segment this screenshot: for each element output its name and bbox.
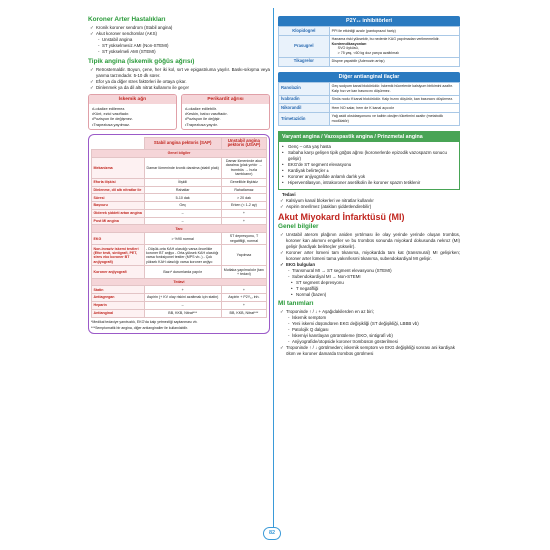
- car-item: ✓ Kronik koroner sendrom (Stabil angina): [88, 25, 270, 31]
- table-row: EKG > %90 normal ST depresyonu, T negatifliği, normal: [92, 233, 267, 245]
- ekg-subitem: - Subendokardiyal MI → Non-STEMI: [278, 274, 460, 280]
- tedavi-label: Tedavi: [282, 192, 296, 198]
- varyant-item: • EKG'de ST segment elevasyonu: [281, 162, 457, 168]
- genel-item: ✓ Unstabil aterom plağının aniden yırtılması ile olay yerinde yerinde oluşan trombüs, koroner kan akımını engeller ve bu trombüs sonunda miyokard dokusunda nekroz (MI) gelişir (kardiyak belirteçler yükselir).: [278, 232, 460, 250]
- table-row: Statin + +: [92, 286, 267, 294]
- perikardit-item: • Trapeziusa yayılır.: [185, 122, 266, 127]
- iskemik-item: • Trapeziusa yayılmaz.: [92, 122, 173, 127]
- car-item: ✓ Akut koroner sendromlar (AKS): [88, 31, 270, 37]
- section-tani: Tanı: [92, 225, 267, 233]
- car-subitem: - ST yükselmesiz AMI (Non-STEMI): [88, 43, 270, 49]
- car-title: Koroner Arter Hastalıkları: [88, 16, 166, 23]
- iskemik-item: • Pozisyon ile değişmez.: [92, 116, 173, 121]
- perikardit-item: • Pozisyon ile değişir.: [185, 116, 266, 121]
- perikardit-item: • Keskin, batıcı vasıftadır.: [185, 111, 266, 116]
- varyant-body: [279, 142, 459, 189]
- perikardit-item: • Lokalize edilebilir.: [185, 106, 266, 111]
- ekg-bullet: • ST segment depresyonu: [278, 280, 460, 286]
- tipik-item: ✓ Retrosternaldir. Boyun, çene, her iki kol, sırt ve epigastriuma yayılır. Baskı-sıkışma veya yanma tarzındadır. 5-10 dk sürer.: [88, 67, 270, 79]
- ekg-bullet: • Normal (bazen): [278, 292, 460, 298]
- mi-item: ✓ Troponinde ↑ / ↓ + Aşağıdakilerden en az biri;: [278, 309, 460, 315]
- table-row: Koroner anjiyografi Bazı* durumlarda yapılır Mutlaka yapılmalıdır (tanı + tedavi): [92, 266, 267, 278]
- antianginal-title: Diğer antianginal ilaçlar: [278, 72, 460, 82]
- col-usap: Unstabil angina pektoris (USAP): [221, 137, 266, 149]
- table-row: Nikorandil Hem NO salar, hem de K kanal açıcıdır: [279, 104, 460, 113]
- left-column: [88, 16, 270, 334]
- table-row: Non-invaziv iskemi testleri (Efor testi, sintigrafi, PET, stres eko koroner BT anjiyografi) - Düşük-orta KAH olasılığı varsa öncelikle koroner BT anjiyo - Orta-yüksek KAH olasılığı varsa fonksiyonel testler (MPS vb..) - Çok yüksek KAH olasılığı varsa koroner anjiyo Yapılmaz: [92, 245, 267, 266]
- genel-item: ✓ EKG bulguları: [278, 262, 460, 268]
- table-row: Dinlenme, dil altı nitratlar ile Rahatlar Rahatlamaz: [92, 186, 267, 194]
- mi-subitem: - Yeni iskemi düşündüren EKG değişikliği (ST değişikliği, LBBB vb): [278, 321, 460, 327]
- table-row: Başvuru Geç Erken (< 1-2 ay): [92, 202, 267, 210]
- perikardit-body: [182, 104, 269, 129]
- mi-subitem: - Patolojik Q dalgası: [278, 327, 460, 333]
- varyant-item: • Kardiyak belirteçler ±: [281, 168, 457, 174]
- section-tedavi: Tedavi: [92, 278, 267, 286]
- table-row: Heparin – +: [92, 301, 267, 309]
- ami-title: Akut Miyokard İnfarktüsü (MI): [278, 212, 405, 223]
- perikardit-box: [181, 94, 270, 130]
- pain-comparison: [88, 94, 270, 130]
- varyant-item: • Hiperventilasyon, intrakoroner asetilkolin ile koroner spazm tetiklenir: [281, 180, 457, 186]
- varyant-title: Varyant angina / Vazospastik angina / Prinzmetal angina: [279, 132, 459, 142]
- table-row: Tikagrelor Dispne yapabilir (Adenozin artışı): [279, 57, 460, 66]
- genel-item: ✓ Koroner arter lümeni tam tıkanırsa, miyokardda tam kat (transmural) MI gelişirken; koroner arter lümeni tama yakın/kısmi tıkanırsa, subendokardiyal MI gelişir.: [278, 250, 460, 262]
- col-sap: Stabil angina pektoris (SAP): [144, 137, 221, 149]
- table-row: İvabradin Sinüs nodu If kanal blokörüdür. Kalp hızını düşürür, kan basıncını düşürmez.: [279, 95, 460, 104]
- mi-title: MI tanımları: [278, 300, 314, 308]
- mi-subitem: - İskemiyi kanıtlayan görüntüleme (EKO, sintigrafi vb): [278, 333, 460, 339]
- tedavi-item: ✓ Aspirin önerilmez (atakları şiddetlendirebilir): [278, 204, 460, 210]
- genel-title: Genel bilgiler: [278, 223, 319, 231]
- table-row: Klopidogrel PPI ile etkinliği azalır (pantoprazol hariç): [279, 27, 460, 36]
- varyant-item: • Genç – orta yaş hasta: [281, 144, 457, 150]
- ekg-subitem: - Transmural MI → ST segment elevasyonu (STEMI): [278, 268, 460, 274]
- tedavi-item: ✓ Kalsiyum kanal blokerleri ve nitratlar kullanılır: [278, 198, 460, 204]
- p2y-box: [278, 16, 460, 67]
- iskemik-box: [88, 94, 177, 130]
- tipik-title: Tipik angina (İskemik göğüs ağrısı): [88, 58, 195, 65]
- tipik-item: ✓ Dinlenmek ya da dil altı nitrat kullanımı ile geçer: [88, 85, 270, 91]
- table-row: Trimetazidin Yağ asidi oksidasyonunu ve kalbin oksijen tüketimini azaltır (metabolik modülatör): [279, 112, 460, 125]
- table-row: Mekanizma Damar lümeninde kronik daralma (stabil plak) Damar lümeninde akut daralma (plak yırtılır → trombüs → hızla tamtıkanır): [92, 157, 267, 178]
- mi-item: ✓ Troponinde ↑ / ↓ görülmeden; iskemik semptom ve EKG değişikliği sonrası ani kardiyak ölüm ve koroner damarda trombüs görülmesi: [278, 345, 460, 357]
- table-row: Prasugrel Hanama riski yüksektir, bu nedenle KAG yapılmadan verilmemelidir. Kontrendikasyonları SVO öyküsü, > 75 yaş, <60 kg doz yarıya azaltılmalı: [279, 35, 460, 57]
- right-column: [278, 16, 460, 357]
- antianginal-box: [278, 72, 460, 127]
- angina-comparison-table: [91, 137, 267, 318]
- antianginal-table: [278, 82, 460, 127]
- iskemik-item: • Lokalize edilemez.: [92, 106, 173, 111]
- p2y-table: [278, 26, 460, 67]
- varyant-item: • Koroner anjiyografide anlamlı darlık yok: [281, 174, 457, 180]
- car-subitem: - Unstabil angina: [88, 37, 270, 43]
- varyant-box: [278, 131, 460, 190]
- table-row: Eforla ilişkisi İlişkili Genellikle ilişkisiz: [92, 178, 267, 186]
- footnote: ***Semptomatik bir angina, diğer antianginaller ile kullanılabilir.: [91, 326, 188, 331]
- ekg-bullet: • T negatifliği: [278, 286, 460, 292]
- iskemik-item: • Künt, ezici vasıftadır.: [92, 111, 173, 116]
- footnote: *Medikal tedaviye yanıtsızlık, EKO'da kalp yetmezliği saptanması vb.: [91, 319, 198, 324]
- table-row: Süresi 5-10 dak > 20 dak: [92, 194, 267, 202]
- varyant-item: • Sabaha karşı gelişen tipik göğüs ağrısı (koronerlerde epizodik vazospazm sonucu gelişir): [281, 150, 457, 162]
- table-row: Post MI angina – +: [92, 217, 267, 225]
- table-row: Ranolazin Geç sodyum kanal blokörüdür. İskemik hücrelerde kalsiyum birikimini azaltır. Kalp hızı ve kan basıncını düşürmez.: [279, 82, 460, 95]
- section-genel: Genel bilgiler: [92, 150, 267, 158]
- angina-comparison-frame: [88, 134, 270, 334]
- column-divider: [273, 8, 274, 528]
- iskemik-head: İskemik ağrı: [89, 95, 176, 104]
- iskemik-body: [89, 104, 176, 129]
- mi-subitem: - Anjiyografide/otopside koroner trombüsün gösterilmesi: [278, 339, 460, 345]
- car-subitem: - ST yükselmeli AMI (STEMI): [88, 49, 270, 55]
- mi-subitem: - İskemik semptom: [278, 315, 460, 321]
- table-row: Giderek şiddeti artan angina – +: [92, 209, 267, 217]
- page-number: 82: [263, 527, 281, 540]
- perikardit-head: Perikardit ağrısı: [182, 95, 269, 104]
- p2y-title: P2Y₁₂ inhibitörleri: [278, 16, 460, 26]
- table-row: Antiagregan Aspirin (+ KV olay riskini azaltmak için statin) Aspirin + P2Y₁₂ inh.: [92, 294, 267, 302]
- tipik-item: ✓ Efor ya da diğer stres faktörleri ile ortaya çıkar.: [88, 79, 270, 85]
- table-row: Antianginal BB, KKB, Nitrat*** BB, KKB, Nitrat***: [92, 309, 267, 317]
